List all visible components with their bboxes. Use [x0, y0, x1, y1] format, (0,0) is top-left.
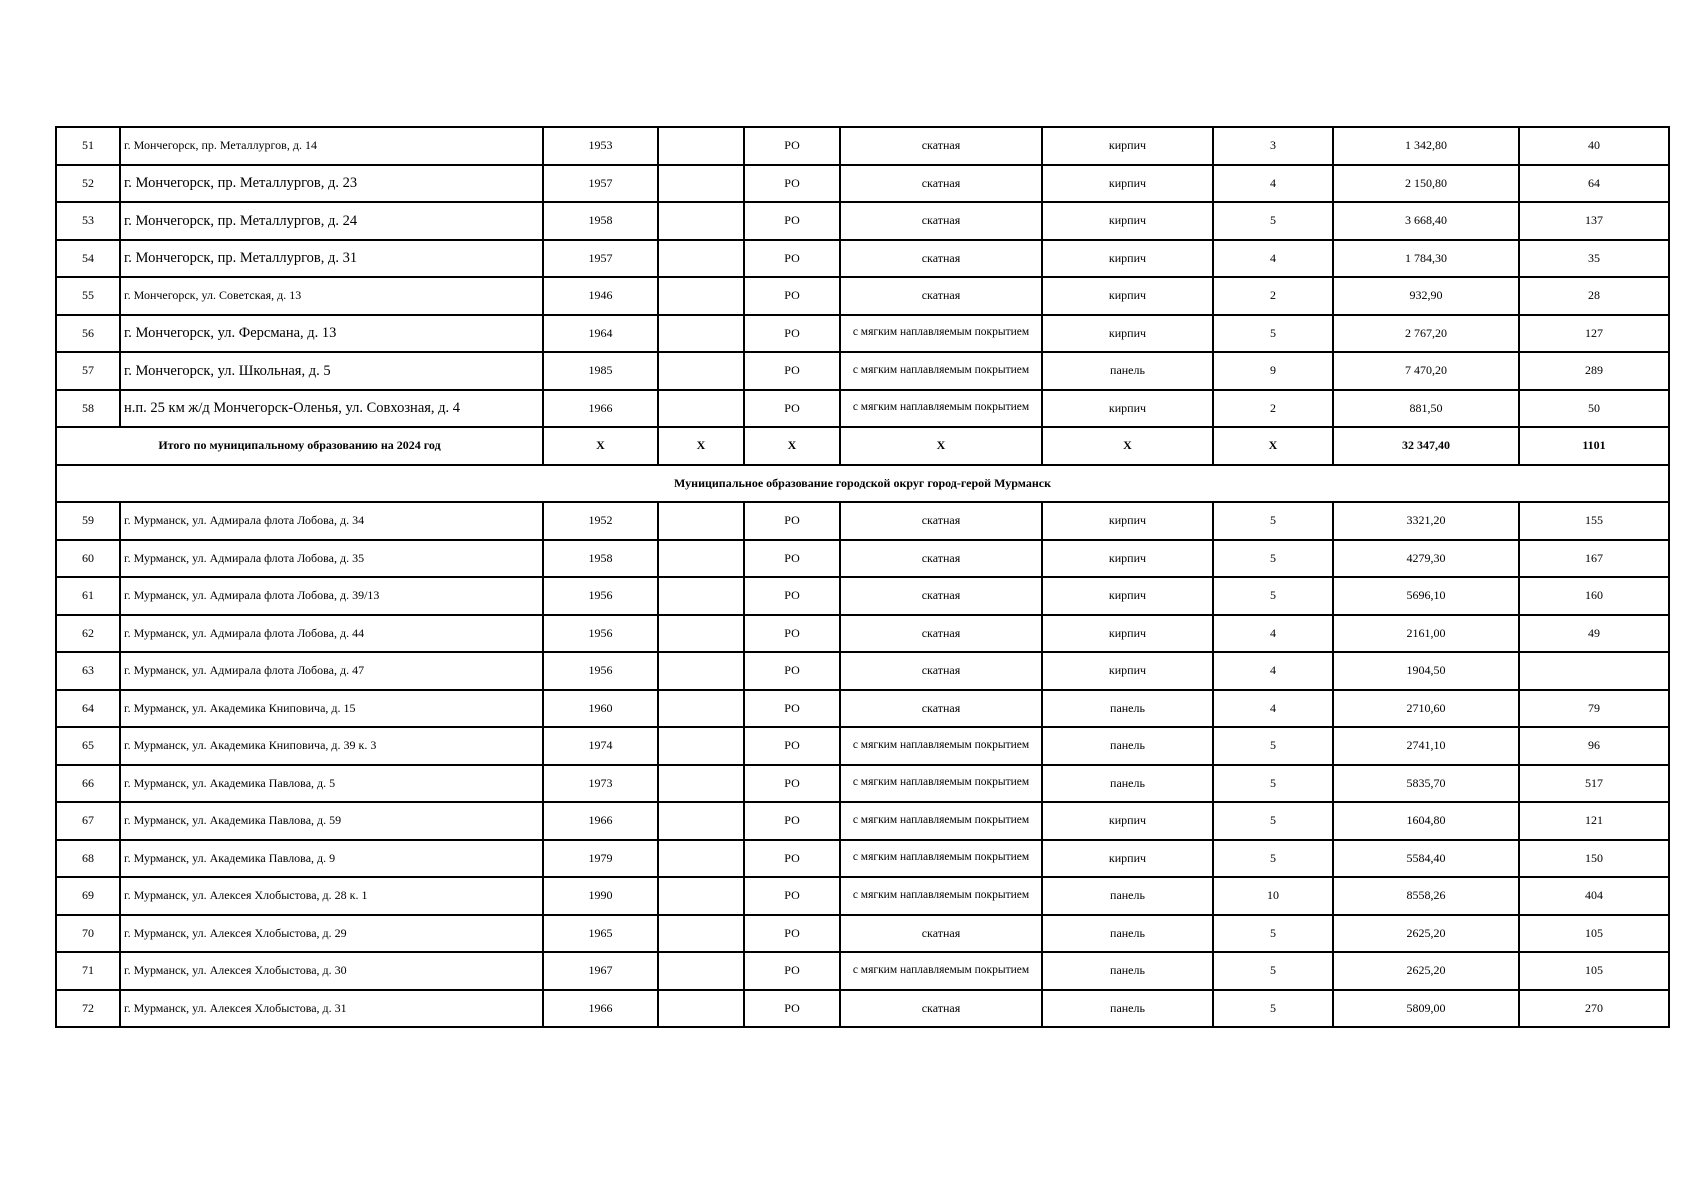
area-cell: 5809,00	[1333, 990, 1519, 1028]
year-cell: 1952	[543, 502, 658, 540]
fund-type-cell: РО	[744, 652, 840, 690]
wall-material-cell: панель	[1042, 690, 1213, 728]
floors-cell: 9	[1213, 352, 1333, 390]
row-number: 65	[56, 727, 120, 765]
residents-cell: 167	[1519, 540, 1669, 578]
year-cell: 1966	[543, 802, 658, 840]
total-label: Итого по муниципальному образованию на 2024 год	[56, 427, 543, 465]
address-cell: г. Мурманск, ул. Алексея Хлобыстова, д. 31	[120, 990, 543, 1028]
floors-cell: 5	[1213, 502, 1333, 540]
table-row	[56, 165, 1669, 203]
table-row	[56, 352, 1669, 390]
area-cell: 932,90	[1333, 277, 1519, 315]
roof-type-cell: скатная	[840, 502, 1042, 540]
area-cell: 2625,20	[1333, 915, 1519, 953]
row-number: 62	[56, 615, 120, 653]
address-cell: г. Мончегорск, ул. Школьная, д. 5	[120, 352, 543, 390]
row-number: 67	[56, 802, 120, 840]
address-cell: г. Мурманск, ул. Адмирала флота Лобова, д. 44	[120, 615, 543, 653]
wall-material-cell: кирпич	[1042, 840, 1213, 878]
roof-type-cell: с мягким наплавляемым покрытием	[840, 802, 1042, 840]
empty-cell	[658, 277, 744, 315]
table-row	[56, 390, 1669, 428]
year-cell: 1956	[543, 615, 658, 653]
wall-material-cell: панель	[1042, 352, 1213, 390]
residents-cell: 50	[1519, 390, 1669, 428]
roof-type-cell: скатная	[840, 652, 1042, 690]
wall-material-cell: кирпич	[1042, 315, 1213, 353]
floors-cell: 5	[1213, 540, 1333, 578]
residents-cell	[1519, 652, 1669, 690]
section-title: Муниципальное образование городской округ город-герой Мурманск	[56, 465, 1669, 503]
roof-type-cell: с мягким наплавляемым покрытием	[840, 315, 1042, 353]
area-cell: 1 784,30	[1333, 240, 1519, 278]
year-cell: 1960	[543, 690, 658, 728]
residents-cell: 64	[1519, 165, 1669, 203]
table-row	[56, 802, 1669, 840]
residents-cell: 517	[1519, 765, 1669, 803]
table-row	[56, 990, 1669, 1028]
wall-material-cell: кирпич	[1042, 802, 1213, 840]
empty-cell	[658, 615, 744, 653]
floors-cell: 5	[1213, 915, 1333, 953]
row-number: 53	[56, 202, 120, 240]
empty-cell	[658, 952, 744, 990]
floors-cell: 5	[1213, 727, 1333, 765]
empty-cell	[658, 877, 744, 915]
roof-type-cell: с мягким наплавляемым покрытием	[840, 877, 1042, 915]
floors-cell: 10	[1213, 877, 1333, 915]
floors-cell: 5	[1213, 315, 1333, 353]
area-cell: 2710,60	[1333, 690, 1519, 728]
table-row	[56, 315, 1669, 353]
address-cell: г. Мурманск, ул. Академика Павлова, д. 9	[120, 840, 543, 878]
empty-cell	[658, 502, 744, 540]
wall-material-cell: кирпич	[1042, 127, 1213, 165]
residents-cell: 35	[1519, 240, 1669, 278]
empty-cell	[658, 540, 744, 578]
year-cell: 1953	[543, 127, 658, 165]
address-cell: г. Мончегорск, ул. Советская, д. 13	[120, 277, 543, 315]
address-cell: г. Мурманск, ул. Академика Книповича, д. 39 к. 3	[120, 727, 543, 765]
section-row	[56, 465, 1669, 503]
area-cell: 2161,00	[1333, 615, 1519, 653]
roof-type-cell: скатная	[840, 202, 1042, 240]
wall-material-cell: панель	[1042, 877, 1213, 915]
empty-cell	[658, 765, 744, 803]
row-number: 71	[56, 952, 120, 990]
wall-material-cell: панель	[1042, 727, 1213, 765]
total-section	[56, 427, 1669, 502]
fund-type-cell: РО	[744, 765, 840, 803]
table-row	[56, 652, 1669, 690]
residents-cell: 105	[1519, 952, 1669, 990]
floors-cell: 4	[1213, 690, 1333, 728]
row-number: 55	[56, 277, 120, 315]
total-x-floors: Х	[1213, 427, 1333, 465]
address-cell: г. Мончегорск, ул. Ферсмана, д. 13	[120, 315, 543, 353]
fund-type-cell: РО	[744, 240, 840, 278]
residents-cell: 127	[1519, 315, 1669, 353]
area-cell: 3321,20	[1333, 502, 1519, 540]
address-cell: г. Мурманск, ул. Адмирала флота Лобова, д. 35	[120, 540, 543, 578]
empty-cell	[658, 840, 744, 878]
roof-type-cell: скатная	[840, 240, 1042, 278]
floors-cell: 4	[1213, 240, 1333, 278]
area-cell: 8558,26	[1333, 877, 1519, 915]
year-cell: 1958	[543, 540, 658, 578]
year-cell: 1973	[543, 765, 658, 803]
floors-cell: 4	[1213, 615, 1333, 653]
table-row	[56, 727, 1669, 765]
address-cell: г. Мурманск, ул. Адмирала флота Лобова, д. 47	[120, 652, 543, 690]
empty-cell	[658, 915, 744, 953]
fund-type-cell: РО	[744, 840, 840, 878]
table-row	[56, 915, 1669, 953]
table-row	[56, 840, 1669, 878]
total-x-year: Х	[543, 427, 658, 465]
row-number: 72	[56, 990, 120, 1028]
residents-cell: 105	[1519, 915, 1669, 953]
floors-cell: 4	[1213, 652, 1333, 690]
year-cell: 1958	[543, 202, 658, 240]
table-row	[56, 577, 1669, 615]
year-cell: 1979	[543, 840, 658, 878]
fund-type-cell: РО	[744, 165, 840, 203]
area-cell: 2741,10	[1333, 727, 1519, 765]
empty-cell	[658, 315, 744, 353]
wall-material-cell: кирпич	[1042, 577, 1213, 615]
row-number: 68	[56, 840, 120, 878]
fund-type-cell: РО	[744, 690, 840, 728]
row-number: 56	[56, 315, 120, 353]
address-cell: г. Мурманск, ул. Алексея Хлобыстова, д. 29	[120, 915, 543, 953]
table-row	[56, 765, 1669, 803]
roof-type-cell: скатная	[840, 277, 1042, 315]
wall-material-cell: кирпич	[1042, 652, 1213, 690]
row-number: 60	[56, 540, 120, 578]
table-row	[56, 952, 1669, 990]
empty-cell	[658, 352, 744, 390]
floors-cell: 2	[1213, 390, 1333, 428]
roof-type-cell: с мягким наплавляемым покрытием	[840, 390, 1042, 428]
area-cell: 3 668,40	[1333, 202, 1519, 240]
fund-type-cell: РО	[744, 915, 840, 953]
roof-type-cell: с мягким наплавляемым покрытием	[840, 840, 1042, 878]
year-cell: 1990	[543, 877, 658, 915]
row-number: 61	[56, 577, 120, 615]
roof-type-cell: с мягким наплавляемым покрытием	[840, 352, 1042, 390]
fund-type-cell: РО	[744, 540, 840, 578]
table-row	[56, 690, 1669, 728]
residents-cell: 137	[1519, 202, 1669, 240]
wall-material-cell: кирпич	[1042, 390, 1213, 428]
empty-cell	[658, 990, 744, 1028]
fund-type-cell: РО	[744, 990, 840, 1028]
fund-type-cell: РО	[744, 615, 840, 653]
residents-cell: 121	[1519, 802, 1669, 840]
year-cell: 1966	[543, 990, 658, 1028]
empty-cell	[658, 577, 744, 615]
floors-cell: 5	[1213, 952, 1333, 990]
area-cell: 5584,40	[1333, 840, 1519, 878]
area-cell: 2 150,80	[1333, 165, 1519, 203]
wall-material-cell: кирпич	[1042, 615, 1213, 653]
area-cell: 881,50	[1333, 390, 1519, 428]
fund-type-cell: РО	[744, 390, 840, 428]
empty-cell	[658, 127, 744, 165]
table-row	[56, 127, 1669, 165]
floors-cell: 5	[1213, 577, 1333, 615]
address-cell: г. Мончегорск, пр. Металлургов, д. 14	[120, 127, 543, 165]
row-number: 51	[56, 127, 120, 165]
row-number: 69	[56, 877, 120, 915]
table-body-after	[56, 502, 1669, 1027]
year-cell: 1956	[543, 577, 658, 615]
floors-cell: 5	[1213, 765, 1333, 803]
row-number: 54	[56, 240, 120, 278]
fund-type-cell: РО	[744, 577, 840, 615]
table-row	[56, 277, 1669, 315]
residents-cell: 79	[1519, 690, 1669, 728]
floors-cell: 5	[1213, 202, 1333, 240]
roof-type-cell: скатная	[840, 615, 1042, 653]
row-number: 59	[56, 502, 120, 540]
wall-material-cell: кирпич	[1042, 202, 1213, 240]
roof-type-cell: скатная	[840, 165, 1042, 203]
row-number: 52	[56, 165, 120, 203]
row-number: 66	[56, 765, 120, 803]
table-row	[56, 202, 1669, 240]
roof-type-cell: скатная	[840, 915, 1042, 953]
floors-cell: 5	[1213, 802, 1333, 840]
address-cell: г. Мурманск, ул. Академика Книповича, д. 15	[120, 690, 543, 728]
residents-cell: 404	[1519, 877, 1669, 915]
table-body-before	[56, 127, 1669, 427]
housing-table	[55, 126, 1670, 1028]
address-cell: г. Мурманск, ул. Академика Павлова, д. 59	[120, 802, 543, 840]
fund-type-cell: РО	[744, 727, 840, 765]
roof-type-cell: скатная	[840, 690, 1042, 728]
year-cell: 1974	[543, 727, 658, 765]
empty-cell	[658, 802, 744, 840]
area-cell: 4279,30	[1333, 540, 1519, 578]
roof-type-cell: скатная	[840, 990, 1042, 1028]
wall-material-cell: кирпич	[1042, 165, 1213, 203]
residents-cell: 28	[1519, 277, 1669, 315]
table-row	[56, 877, 1669, 915]
area-cell: 1904,50	[1333, 652, 1519, 690]
fund-type-cell: РО	[744, 502, 840, 540]
roof-type-cell: с мягким наплавляемым покрытием	[840, 727, 1042, 765]
total-x-col4: Х	[658, 427, 744, 465]
area-cell: 5835,70	[1333, 765, 1519, 803]
row-number: 70	[56, 915, 120, 953]
address-cell: г. Мончегорск, пр. Металлургов, д. 23	[120, 165, 543, 203]
roof-type-cell: скатная	[840, 540, 1042, 578]
empty-cell	[658, 165, 744, 203]
residents-cell: 49	[1519, 615, 1669, 653]
wall-material-cell: панель	[1042, 915, 1213, 953]
roof-type-cell: скатная	[840, 127, 1042, 165]
empty-cell	[658, 652, 744, 690]
row-number: 64	[56, 690, 120, 728]
floors-cell: 5	[1213, 990, 1333, 1028]
empty-cell	[658, 727, 744, 765]
fund-type-cell: РО	[744, 877, 840, 915]
roof-type-cell: с мягким наплавляемым покрытием	[840, 952, 1042, 990]
address-cell: г. Мурманск, ул. Алексея Хлобыстова, д. 30	[120, 952, 543, 990]
empty-cell	[658, 390, 744, 428]
row-number: 58	[56, 390, 120, 428]
year-cell: 1946	[543, 277, 658, 315]
area-cell: 7 470,20	[1333, 352, 1519, 390]
area-cell: 1604,80	[1333, 802, 1519, 840]
year-cell: 1957	[543, 165, 658, 203]
floors-cell: 4	[1213, 165, 1333, 203]
total-x-walls: Х	[1042, 427, 1213, 465]
year-cell: 1985	[543, 352, 658, 390]
table-row	[56, 502, 1669, 540]
address-cell: н.п. 25 км ж/д Мончегорск-Оленья, ул. Совхозная, д. 4	[120, 390, 543, 428]
total-area: 32 347,40	[1333, 427, 1519, 465]
address-cell: г. Мурманск, ул. Алексея Хлобыстова, д. 28 к. 1	[120, 877, 543, 915]
year-cell: 1965	[543, 915, 658, 953]
total-x-roof: Х	[840, 427, 1042, 465]
fund-type-cell: РО	[744, 127, 840, 165]
address-cell: г. Мончегорск, пр. Металлургов, д. 31	[120, 240, 543, 278]
fund-type-cell: РО	[744, 315, 840, 353]
wall-material-cell: панель	[1042, 765, 1213, 803]
wall-material-cell: панель	[1042, 990, 1213, 1028]
fund-type-cell: РО	[744, 352, 840, 390]
area-cell: 2625,20	[1333, 952, 1519, 990]
residents-cell: 160	[1519, 577, 1669, 615]
residents-cell: 270	[1519, 990, 1669, 1028]
residents-cell: 40	[1519, 127, 1669, 165]
year-cell: 1956	[543, 652, 658, 690]
empty-cell	[658, 690, 744, 728]
year-cell: 1964	[543, 315, 658, 353]
row-number: 57	[56, 352, 120, 390]
fund-type-cell: РО	[744, 202, 840, 240]
table-row	[56, 615, 1669, 653]
fund-type-cell: РО	[744, 802, 840, 840]
total-x-fund: Х	[744, 427, 840, 465]
residents-cell: 155	[1519, 502, 1669, 540]
fund-type-cell: РО	[744, 277, 840, 315]
row-number: 63	[56, 652, 120, 690]
roof-type-cell: скатная	[840, 577, 1042, 615]
empty-cell	[658, 240, 744, 278]
residents-cell: 150	[1519, 840, 1669, 878]
total-residents: 1101	[1519, 427, 1669, 465]
empty-cell	[658, 202, 744, 240]
residents-cell: 289	[1519, 352, 1669, 390]
residents-cell: 96	[1519, 727, 1669, 765]
table-row	[56, 540, 1669, 578]
total-row	[56, 427, 1669, 465]
year-cell: 1957	[543, 240, 658, 278]
address-cell: г. Мурманск, ул. Академика Павлова, д. 5	[120, 765, 543, 803]
wall-material-cell: кирпич	[1042, 540, 1213, 578]
wall-material-cell: кирпич	[1042, 277, 1213, 315]
area-cell: 1 342,80	[1333, 127, 1519, 165]
floors-cell: 2	[1213, 277, 1333, 315]
wall-material-cell: панель	[1042, 952, 1213, 990]
table-row	[56, 240, 1669, 278]
address-cell: г. Мончегорск, пр. Металлургов, д. 24	[120, 202, 543, 240]
fund-type-cell: РО	[744, 952, 840, 990]
wall-material-cell: кирпич	[1042, 240, 1213, 278]
address-cell: г. Мурманск, ул. Адмирала флота Лобова, д. 34	[120, 502, 543, 540]
floors-cell: 5	[1213, 840, 1333, 878]
roof-type-cell: с мягким наплавляемым покрытием	[840, 765, 1042, 803]
address-cell: г. Мурманск, ул. Адмирала флота Лобова, д. 39/13	[120, 577, 543, 615]
area-cell: 5696,10	[1333, 577, 1519, 615]
year-cell: 1967	[543, 952, 658, 990]
wall-material-cell: кирпич	[1042, 502, 1213, 540]
area-cell: 2 767,20	[1333, 315, 1519, 353]
year-cell: 1966	[543, 390, 658, 428]
floors-cell: 3	[1213, 127, 1333, 165]
